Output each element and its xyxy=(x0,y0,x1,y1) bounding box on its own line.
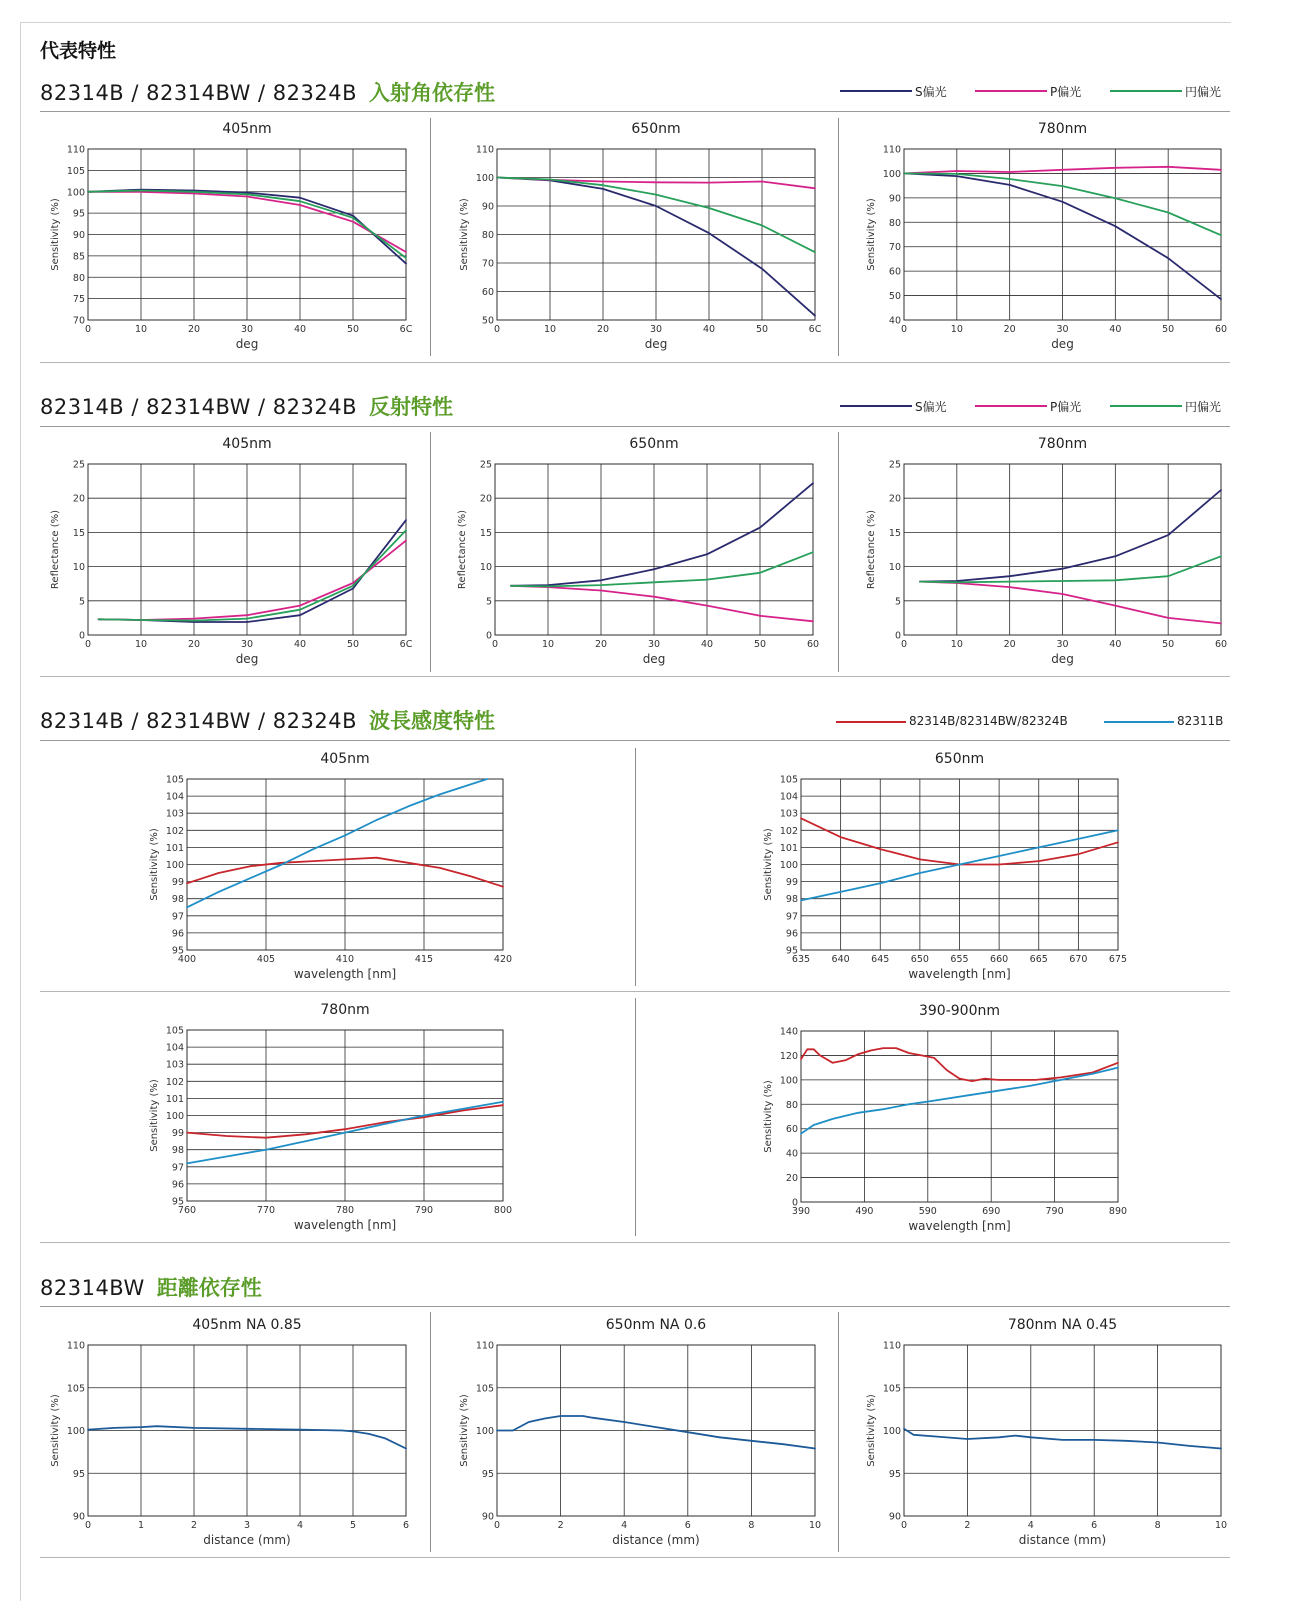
y-axis-label: Sensitivity (%) xyxy=(149,828,160,901)
y-tick-label: 120 xyxy=(779,1050,798,1062)
y-tick-label: 105 xyxy=(475,1383,494,1395)
y-tick-label: 25 xyxy=(888,459,901,471)
chart-title: 780nm xyxy=(1037,121,1088,137)
section-heading-reflectance xyxy=(40,391,453,421)
y-tick-label: 95 xyxy=(171,945,184,957)
y-tick-label: 105 xyxy=(882,1383,901,1395)
y-tick-label: 70 xyxy=(888,242,901,254)
x-tick-label: 40 xyxy=(1109,324,1122,335)
x-tick-label: 30 xyxy=(1056,639,1069,650)
x-tick-label: 400 xyxy=(177,954,197,965)
y-tick-label: 100 xyxy=(66,1426,85,1437)
y-tick-label: 140 xyxy=(779,1026,798,1038)
y-tick-label: 104 xyxy=(165,1042,184,1054)
x-tick-label: 790 xyxy=(1045,1206,1064,1217)
y-tick-label: 99 xyxy=(171,1128,184,1140)
x-axis-label: deg xyxy=(644,337,668,351)
y-axis-label: Sensitivity (%) xyxy=(50,1394,61,1467)
section-topic: 距離依存性 xyxy=(156,1276,262,1300)
y-tick-label: 15 xyxy=(479,527,492,539)
y-tick-label: 103 xyxy=(165,1059,184,1071)
y-tick-label: 110 xyxy=(66,1340,85,1352)
y-tick-label: 10 xyxy=(479,562,492,574)
y-tick-label: 98 xyxy=(785,894,798,906)
x-tick-label: 40 xyxy=(1109,639,1122,650)
section-rule xyxy=(40,1242,1230,1243)
x-tick-label: 5 xyxy=(349,1520,357,1531)
y-axis-label: Reflectance (%) xyxy=(457,509,468,590)
y-axis-label: Sensitivity (%) xyxy=(149,1079,160,1152)
panel-divider xyxy=(430,1312,431,1552)
y-tick-label: 80 xyxy=(888,217,901,229)
y-tick-label: 104 xyxy=(779,791,798,803)
section-model: 82314B / 82314BW / 82324B xyxy=(40,81,357,105)
y-tick-label: 102 xyxy=(165,825,184,837)
x-tick-label: 60 xyxy=(1214,639,1228,650)
chart-title: 650nm NA 0.6 xyxy=(605,1317,707,1333)
panel-divider xyxy=(635,748,636,986)
x-tick-label: 50 xyxy=(346,639,360,650)
chart-title: 390-900nm xyxy=(918,1003,1001,1019)
x-tick-label: 10 xyxy=(541,639,555,650)
y-tick-label: 105 xyxy=(165,1025,184,1037)
y-tick-label: 96 xyxy=(785,928,798,940)
legend-label-82314b: 82314B/82314BW/82324B xyxy=(909,714,1068,728)
section-heading-wavelength xyxy=(40,705,495,735)
x-axis-label: deg xyxy=(642,652,666,666)
y-tick-label: 101 xyxy=(779,842,798,854)
chart-title: 405nm xyxy=(222,436,272,452)
x-axis-label: wavelength [nm] xyxy=(908,967,1011,981)
x-tick-label: 0 xyxy=(493,1520,501,1531)
x-tick-label: 20 xyxy=(187,324,201,335)
section-heading-distance xyxy=(40,1272,262,1302)
legend-item-p xyxy=(975,81,1105,101)
x-tick-label: 30 xyxy=(240,324,254,335)
x-tick-label: 60 xyxy=(806,639,820,650)
panel-divider xyxy=(430,118,431,356)
y-tick-label: 90 xyxy=(481,201,494,213)
chart-title: 650nm xyxy=(629,436,679,452)
x-tick-label: 4 xyxy=(296,1520,304,1531)
y-tick-label: 5 xyxy=(78,596,85,608)
x-axis-label: distance (mm) xyxy=(1018,1533,1107,1547)
x-tick-label: 0 xyxy=(84,639,92,650)
x-axis-label: distance (mm) xyxy=(612,1533,700,1547)
y-tick-label: 95 xyxy=(72,208,85,220)
x-tick-label: 770 xyxy=(256,1205,276,1216)
x-axis-label: wavelength [nm] xyxy=(293,967,397,981)
x-axis-label: deg xyxy=(235,652,259,666)
legend-swatch-p xyxy=(975,90,1047,92)
x-tick-label: 50 xyxy=(753,639,767,650)
section-rule xyxy=(40,676,1230,677)
y-tick-label: 90 xyxy=(72,1511,85,1523)
y-tick-label: 95 xyxy=(888,1468,901,1480)
x-tick-label: 670 xyxy=(1069,954,1088,965)
y-tick-label: 60 xyxy=(888,266,901,278)
y-tick-label: 96 xyxy=(171,928,184,940)
y-tick-label: 60 xyxy=(785,1124,798,1136)
y-tick-label: 90 xyxy=(72,230,85,241)
y-tick-label: 110 xyxy=(882,1340,901,1352)
x-tick-label: 20 xyxy=(596,324,610,335)
panel-divider xyxy=(635,998,636,1236)
section-model: 82314B / 82314BW / 82324B xyxy=(40,395,357,419)
x-tick-label: 40 xyxy=(700,639,714,650)
x-tick-label: 640 xyxy=(831,954,850,965)
x-tick-label: 8 xyxy=(1154,1520,1161,1531)
x-tick-label: 10 xyxy=(950,639,963,650)
y-tick-label: 60 xyxy=(481,287,494,298)
x-axis-label: wavelength [nm] xyxy=(908,1219,1011,1233)
section-topic: 入射角依存性 xyxy=(369,81,495,105)
x-tick-label: 4 xyxy=(621,1520,628,1531)
chart-title: 650nm xyxy=(631,121,681,137)
panel-divider xyxy=(838,432,839,672)
legend-label-s: S偏光 xyxy=(915,85,947,99)
y-axis-label: Sensitivity (%) xyxy=(459,1394,470,1467)
x-tick-label: 6 xyxy=(1091,1520,1098,1531)
y-tick-label: 0 xyxy=(485,630,492,642)
x-tick-label: 0 xyxy=(84,324,92,335)
y-tick-label: 90 xyxy=(888,1511,901,1523)
legend-label-circular: 円偏光 xyxy=(1185,400,1222,414)
section-rule xyxy=(40,1557,1230,1558)
x-tick-label: 6C xyxy=(399,324,413,335)
legend-models xyxy=(836,712,1236,732)
y-tick-label: 100 xyxy=(66,187,85,199)
x-tick-label: 40 xyxy=(293,324,307,335)
y-tick-label: 101 xyxy=(165,842,184,854)
legend-label-p: P偏光 xyxy=(1050,400,1082,414)
y-tick-label: 95 xyxy=(72,1468,85,1480)
y-tick-label: 90 xyxy=(481,1511,494,1523)
y-tick-label: 110 xyxy=(66,144,85,156)
legend-polarization-2 xyxy=(840,396,1230,416)
y-tick-label: 98 xyxy=(171,894,184,906)
section-rule xyxy=(40,426,1230,427)
legend-label-circular: 円偏光 xyxy=(1185,85,1222,99)
x-tick-label: 10 xyxy=(808,1520,822,1531)
y-tick-label: 75 xyxy=(72,294,85,306)
panel-divider xyxy=(838,118,839,356)
legend-item-s xyxy=(840,81,970,101)
x-tick-label: 2 xyxy=(557,1520,564,1531)
x-tick-label: 30 xyxy=(1056,324,1069,335)
panel-divider xyxy=(430,432,431,672)
x-tick-label: 30 xyxy=(647,639,661,650)
y-tick-label: 95 xyxy=(481,1468,494,1480)
x-tick-label: 8 xyxy=(748,1520,755,1531)
chart-title: 650nm xyxy=(934,751,985,767)
y-tick-label: 105 xyxy=(66,1383,85,1395)
y-tick-label: 70 xyxy=(72,315,85,327)
x-tick-label: 890 xyxy=(1108,1206,1128,1217)
y-tick-label: 105 xyxy=(66,165,85,177)
y-tick-label: 15 xyxy=(72,527,85,539)
x-tick-label: 20 xyxy=(1003,639,1016,650)
y-tick-label: 103 xyxy=(779,808,798,820)
x-tick-label: 2 xyxy=(964,1520,971,1531)
x-tick-label: 50 xyxy=(346,324,360,335)
y-tick-label: 100 xyxy=(779,1075,798,1087)
x-tick-label: 40 xyxy=(702,324,716,335)
legend-label-s: S偏光 xyxy=(915,400,947,414)
x-tick-label: 390 xyxy=(791,1206,811,1217)
y-tick-label: 10 xyxy=(888,562,901,574)
x-tick-label: 40 xyxy=(293,639,307,650)
x-tick-label: 800 xyxy=(493,1205,513,1216)
legend-swatch-s xyxy=(840,405,912,407)
y-tick-label: 20 xyxy=(785,1173,798,1185)
chart-title: 405nm xyxy=(222,121,272,137)
x-tick-label: 10 xyxy=(543,324,557,335)
x-tick-label: 590 xyxy=(918,1206,937,1217)
legend-swatch-82311b xyxy=(1104,721,1174,723)
y-axis-label: Sensitivity (%) xyxy=(866,1394,877,1467)
y-tick-label: 10 xyxy=(72,562,85,574)
x-tick-label: 1 xyxy=(137,1520,145,1531)
legend-item-82314b xyxy=(836,712,1096,732)
y-axis-label: Sensitivity (%) xyxy=(50,198,61,271)
x-tick-label: 650 xyxy=(910,954,929,965)
x-axis-label: deg xyxy=(235,337,259,351)
x-tick-label: 2 xyxy=(190,1520,198,1531)
page-frame xyxy=(20,22,1231,1601)
x-axis-label: distance (mm) xyxy=(203,1533,291,1547)
y-tick-label: 50 xyxy=(481,315,494,327)
x-tick-label: 0 xyxy=(900,1520,908,1531)
chart-title: 780nm NA 0.45 xyxy=(1007,1317,1118,1333)
y-tick-label: 96 xyxy=(171,1179,184,1191)
y-tick-label: 99 xyxy=(785,877,798,889)
legend-item-82311b xyxy=(1104,712,1236,732)
legend-item-p xyxy=(975,396,1105,416)
y-tick-label: 5 xyxy=(894,596,901,608)
x-tick-label: 675 xyxy=(1108,954,1128,965)
y-tick-label: 110 xyxy=(882,144,901,156)
legend-item-circular xyxy=(1110,396,1240,416)
page-title: 代表特性 xyxy=(40,40,117,62)
section-topic: 波長感度特性 xyxy=(369,709,495,733)
x-tick-label: 635 xyxy=(791,954,811,965)
x-tick-label: 655 xyxy=(950,954,969,965)
x-tick-label: 10 xyxy=(134,324,148,335)
y-tick-label: 40 xyxy=(785,1148,798,1160)
x-tick-label: 30 xyxy=(240,639,254,650)
x-tick-label: 645 xyxy=(871,954,890,965)
y-tick-label: 100 xyxy=(882,1426,901,1437)
y-tick-label: 100 xyxy=(165,860,184,871)
x-tick-label: 20 xyxy=(594,639,608,650)
y-tick-label: 70 xyxy=(481,258,494,270)
y-axis-label: Sensitivity (%) xyxy=(866,198,877,271)
y-tick-label: 50 xyxy=(888,291,901,303)
legend-label-p: P偏光 xyxy=(1050,85,1082,99)
section-rule xyxy=(40,991,1230,992)
legend-polarization-1 xyxy=(840,81,1230,101)
y-tick-label: 110 xyxy=(475,1340,494,1352)
y-tick-label: 97 xyxy=(785,911,798,923)
y-tick-label: 100 xyxy=(475,173,494,184)
y-tick-label: 98 xyxy=(171,1145,184,1157)
legend-swatch-circular xyxy=(1110,90,1182,92)
panel-divider xyxy=(838,1312,839,1552)
y-tick-label: 102 xyxy=(779,825,798,837)
y-axis-label: Reflectance (%) xyxy=(50,509,61,590)
y-tick-label: 20 xyxy=(479,493,492,505)
chart-title: 780nm xyxy=(1037,436,1088,452)
chart-title: 405nm xyxy=(320,751,370,767)
section-topic: 反射特性 xyxy=(369,395,453,419)
legend-item-circular xyxy=(1110,81,1240,101)
y-tick-label: 0 xyxy=(791,1197,798,1209)
y-tick-label: 100 xyxy=(475,1426,494,1437)
x-tick-label: 0 xyxy=(84,1520,92,1531)
y-tick-label: 95 xyxy=(785,945,798,957)
y-tick-label: 0 xyxy=(78,630,85,642)
x-tick-label: 6 xyxy=(684,1520,691,1531)
legend-swatch-circular xyxy=(1110,405,1182,407)
x-tick-label: 420 xyxy=(493,954,513,965)
x-tick-label: 405 xyxy=(256,954,276,965)
x-tick-label: 790 xyxy=(414,1205,434,1216)
y-tick-label: 0 xyxy=(894,630,901,642)
legend-swatch-82314b xyxy=(836,721,906,723)
x-tick-label: 0 xyxy=(491,639,499,650)
x-tick-label: 10 xyxy=(134,639,148,650)
y-tick-label: 95 xyxy=(171,1196,184,1208)
y-tick-label: 103 xyxy=(165,808,184,820)
x-tick-label: 50 xyxy=(755,324,769,335)
y-tick-label: 101 xyxy=(165,1093,184,1105)
y-axis-label: Sensitivity (%) xyxy=(763,828,774,901)
y-tick-label: 40 xyxy=(888,315,901,327)
chart-title: 405nm NA 0.85 xyxy=(192,1317,302,1333)
y-axis-label: Reflectance (%) xyxy=(866,509,877,590)
section-model: 82314B / 82314BW / 82324B xyxy=(40,709,357,733)
x-tick-label: 4 xyxy=(1027,1520,1034,1531)
x-axis-label: deg xyxy=(1051,337,1074,351)
y-axis-label: Sensitivity (%) xyxy=(459,198,470,271)
legend-swatch-s xyxy=(840,90,912,92)
x-tick-label: 6C xyxy=(399,639,413,650)
y-tick-label: 25 xyxy=(72,459,85,471)
x-tick-label: 760 xyxy=(177,1205,197,1216)
legend-swatch-p xyxy=(975,405,1047,407)
y-tick-label: 20 xyxy=(888,493,901,505)
y-tick-label: 110 xyxy=(475,144,494,156)
section-model: 82314BW xyxy=(40,1276,145,1300)
x-tick-label: 6C xyxy=(808,324,822,335)
y-tick-label: 97 xyxy=(171,911,184,923)
legend-item-s xyxy=(840,396,970,416)
x-tick-label: 415 xyxy=(414,954,434,965)
y-tick-label: 100 xyxy=(779,860,798,871)
x-tick-label: 20 xyxy=(1003,324,1016,335)
section-rule xyxy=(40,1306,1230,1307)
x-tick-label: 780 xyxy=(335,1205,355,1216)
x-tick-label: 10 xyxy=(950,324,963,335)
y-tick-label: 90 xyxy=(888,193,901,205)
x-tick-label: 20 xyxy=(187,639,201,650)
x-tick-label: 10 xyxy=(1214,1520,1228,1531)
x-tick-label: 0 xyxy=(900,639,908,650)
x-tick-label: 0 xyxy=(900,324,908,335)
x-tick-label: 6 xyxy=(402,1520,410,1531)
y-tick-label: 80 xyxy=(785,1099,798,1111)
y-tick-label: 80 xyxy=(481,230,494,241)
section-rule xyxy=(40,740,1230,741)
y-tick-label: 5 xyxy=(485,596,492,608)
x-tick-label: 410 xyxy=(335,954,355,965)
y-tick-label: 99 xyxy=(171,877,184,889)
chart-title: 780nm xyxy=(320,1002,370,1018)
y-axis-label: Sensitivity (%) xyxy=(763,1080,774,1153)
y-tick-label: 100 xyxy=(165,1111,184,1122)
x-tick-label: 490 xyxy=(855,1206,874,1217)
legend-label-82311b: 82311B xyxy=(1177,714,1224,728)
y-tick-label: 105 xyxy=(779,774,798,786)
y-tick-label: 104 xyxy=(165,791,184,803)
y-tick-label: 80 xyxy=(72,272,85,284)
x-tick-label: 30 xyxy=(649,324,663,335)
x-tick-label: 60 xyxy=(1214,324,1228,335)
y-tick-label: 15 xyxy=(888,527,901,539)
x-axis-label: deg xyxy=(1051,652,1074,666)
y-tick-label: 97 xyxy=(171,1162,184,1174)
section-rule xyxy=(40,362,1230,363)
section-rule xyxy=(40,111,1230,112)
x-tick-label: 660 xyxy=(990,954,1009,965)
x-axis-label: wavelength [nm] xyxy=(293,1218,397,1232)
x-tick-label: 690 xyxy=(982,1206,1001,1217)
y-tick-label: 85 xyxy=(72,251,85,263)
x-tick-label: 3 xyxy=(243,1520,251,1531)
y-tick-label: 100 xyxy=(882,168,901,180)
y-tick-label: 20 xyxy=(72,493,85,505)
x-tick-label: 50 xyxy=(1162,639,1175,650)
y-tick-label: 105 xyxy=(165,774,184,786)
x-tick-label: 665 xyxy=(1029,954,1048,965)
y-tick-label: 102 xyxy=(165,1076,184,1088)
x-tick-label: 50 xyxy=(1162,324,1175,335)
x-tick-label: 0 xyxy=(493,324,501,335)
section-heading-incidence xyxy=(40,77,495,107)
y-tick-label: 25 xyxy=(479,459,492,471)
